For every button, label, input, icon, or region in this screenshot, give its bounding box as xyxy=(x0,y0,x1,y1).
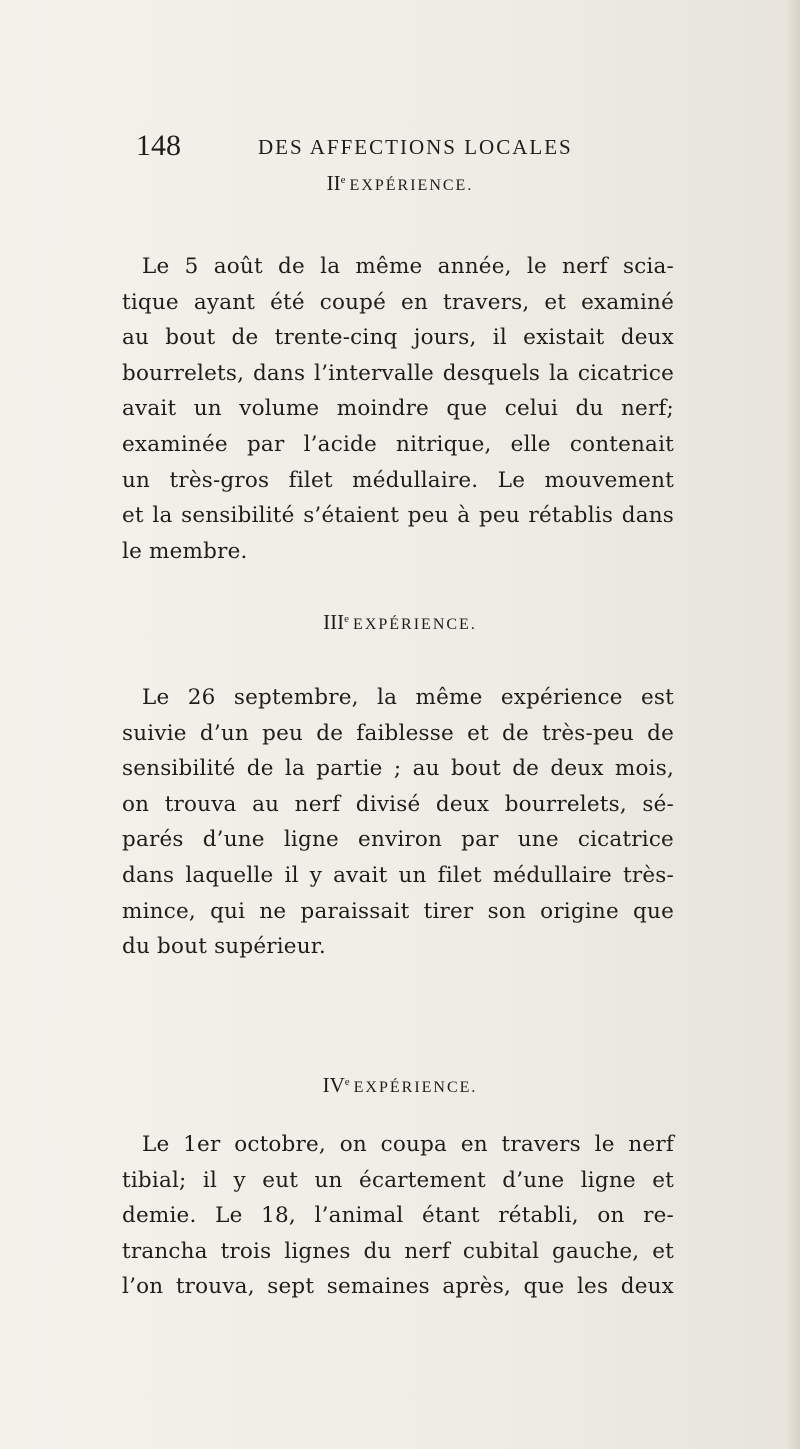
text-line: tibial; il y eut un écartement d’une ligne et xyxy=(122,1167,674,1193)
text-line: parés d’une ligne environ par une cicatrice xyxy=(122,827,674,853)
text-line: Le 26 septembre, la même expérience est xyxy=(142,685,674,710)
text-line: au bout de trente-cinq jours, il existait deux xyxy=(122,325,674,351)
text-line: le membre. xyxy=(122,538,248,564)
page-header xyxy=(136,128,656,168)
text-line: avait un volume moindre que celui du nerf; xyxy=(122,396,674,422)
section-title-text: EXPÉRIENCE. xyxy=(353,616,477,633)
section-numeral-superscript: e xyxy=(344,1076,350,1088)
text-line: sensibilité de la partie ; au bout de deux mois, xyxy=(122,756,674,782)
text-line: Le 1er octobre, on coupa en travers le nerf xyxy=(142,1132,674,1157)
text-line: mince, qui ne paraissait tirer son origine que xyxy=(122,898,674,924)
text-line: un très-gros filet médullaire. Le mouvement xyxy=(122,467,674,493)
section-heading-iii xyxy=(0,610,800,635)
text-line: l’on trouva, sept semaines après, que les deux xyxy=(122,1274,674,1300)
text-line: dans laquelle il y avait un filet médullaire très- xyxy=(122,862,674,888)
text-line: du bout supérieur. xyxy=(122,934,326,960)
section-title-text: EXPÉRIENCE. xyxy=(353,1079,478,1096)
page-edge-shadow xyxy=(788,0,800,1449)
text-line: examinée par l’acide nitrique, elle contenait xyxy=(122,431,674,457)
text-line: suivie d’un peu de faiblesse et de très-peu de xyxy=(122,720,674,746)
section-numeral: II xyxy=(326,171,341,195)
text-line: et la sensibilité s’étaient peu à peu rétablis dans xyxy=(122,503,674,529)
section-numeral: III xyxy=(323,610,345,634)
text-line: tique ayant été coupé en travers, et examiné xyxy=(122,289,674,315)
page-number: 148 xyxy=(136,129,181,162)
running-head: DES AFFECTIONS LOCALES xyxy=(258,135,573,159)
text-line: demie. Le 18, l’animal étant rétabli, on re- xyxy=(122,1203,674,1229)
text-line: Le 5 août de la même année, le nerf scia- xyxy=(142,254,674,279)
paragraph-iii xyxy=(122,680,674,965)
section-numeral: IV xyxy=(322,1073,345,1097)
section-numeral-superscript: e xyxy=(340,174,346,186)
section-heading-iv xyxy=(0,1073,800,1098)
section-title-text: EXPÉRIENCE. xyxy=(349,177,474,194)
paragraph-iv xyxy=(122,1127,674,1305)
text-line: bourrelets, dans l’intervalle desquels la cicatrice xyxy=(122,360,674,386)
section-numeral-superscript: e xyxy=(344,613,350,625)
text-line: on trouva au nerf divisé deux bourrelets, sé- xyxy=(122,791,674,817)
section-heading-ii xyxy=(0,171,800,196)
paragraph-ii xyxy=(122,249,674,569)
text-line: trancha trois lignes du nerf cubital gauche, et xyxy=(122,1238,674,1264)
